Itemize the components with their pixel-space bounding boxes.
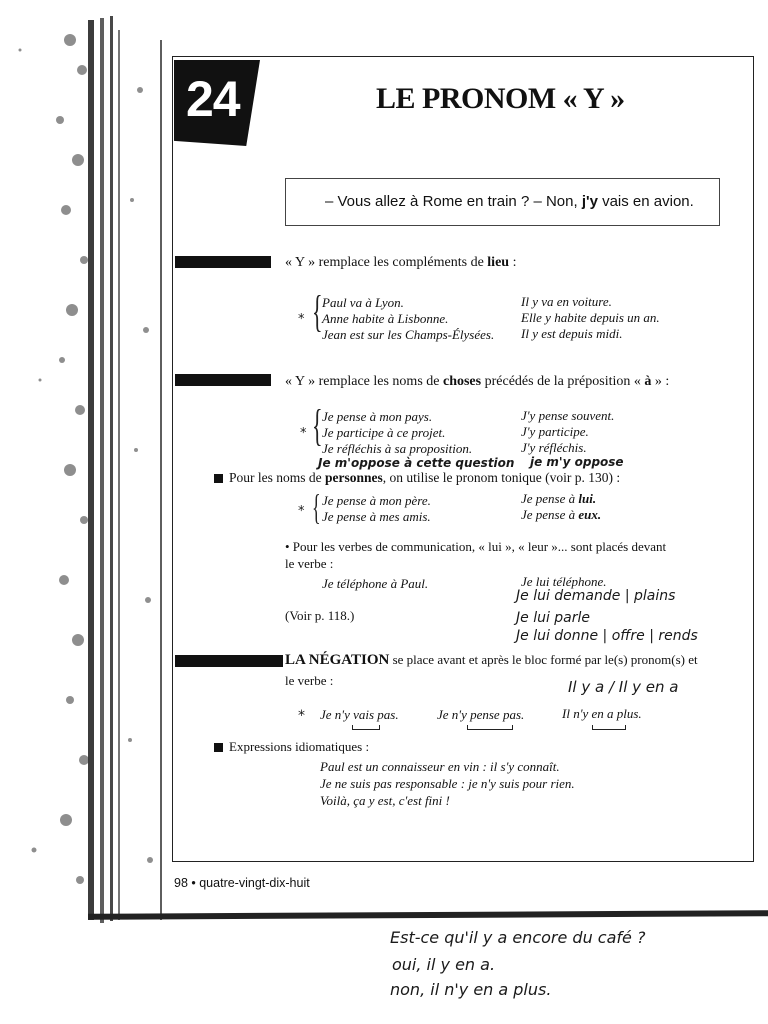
example-right: Je lui téléphone. (521, 574, 607, 589)
example-left: Jean est sur les Champs-Élysées. (322, 327, 495, 342)
pronoun-bracket (352, 725, 380, 730)
page-title: LE PRONOM « Y » (376, 82, 625, 115)
example-right: Il y est depuis midi. (521, 326, 623, 341)
section-bar (175, 374, 271, 386)
example-sentence: – Vous allez à Rome en train ? – Non, j'y vais en avion. (325, 193, 694, 210)
handwritten-note: Je lui parle (516, 610, 591, 626)
page-footer: 98 • quatre-vingt-dix-huit (174, 876, 310, 890)
persons-rule: Pour les noms de personnes, on utilise le pronom tonique (voir p. 130) : (229, 470, 621, 485)
section-heading-choses: « Y » remplace les noms de choses précédés de la préposition « à » : (285, 374, 670, 389)
example-right: J'y réfléchis. (521, 440, 587, 455)
example-left: Je pense à mes amis. (322, 509, 431, 524)
example-right: Elle y habite depuis un an. (521, 310, 660, 325)
asterisk-mark: * (298, 708, 305, 724)
example-left: Je pense à mon père. (322, 493, 431, 508)
handwritten-note: Il y a / Il y en a (568, 678, 679, 696)
example-right: J'y participe. (521, 424, 589, 439)
negation-example: Il n'y en a plus. (562, 706, 642, 721)
idiom-line: Voilà, ça y est, c'est fini ! (320, 793, 450, 808)
handwritten-note: Je m'oppose à cette question (318, 456, 515, 470)
negation-example: Je n'y vais pas. (320, 707, 399, 722)
handwritten-note: Est-ce qu'il y a encore du café ? (390, 928, 646, 947)
idioms-heading: Expressions idiomatiques : (229, 739, 370, 754)
negation-rule-end: le verbe : (285, 673, 334, 688)
brace: { (312, 487, 321, 527)
asterisk-mark: * (300, 426, 307, 441)
bullet-square (214, 474, 223, 483)
binder-bottom-edge (88, 910, 768, 920)
brace: { (312, 287, 323, 336)
example-left: Je participe à ce projet. (322, 425, 446, 440)
handwritten-note: non, il n'y en a plus. (390, 980, 552, 999)
handwritten-note: je m'y oppose (530, 455, 624, 469)
example-right: Il y va en voiture. (521, 294, 612, 309)
example-left: Je réfléchis à sa proposition. (322, 441, 473, 456)
communication-rule-end: le verbe : (285, 556, 334, 571)
communication-rule: • Pour les verbes de communication, « lui », « leur »... sont placés devant (285, 539, 667, 554)
handwritten-note: Je lui donne | offre | rends (516, 628, 698, 644)
pronoun-bracket (592, 725, 626, 730)
section-bar (175, 256, 271, 268)
idiom-line: Je ne suis pas responsable : je n'y suis pour rien. (320, 776, 575, 791)
handwritten-note: oui, il y en a. (392, 955, 496, 974)
pronoun-bracket (467, 725, 513, 730)
example-left: Anne habite à Lisbonne. (322, 311, 449, 326)
binder-edge (0, 0, 175, 940)
asterisk-mark: * (298, 312, 305, 327)
example-right: Je pense à eux. (521, 507, 602, 522)
example-left: Paul va à Lyon. (322, 295, 404, 310)
example-left: Je téléphone à Paul. (322, 576, 429, 591)
page-reference: (Voir p. 118.) (285, 608, 355, 623)
section-heading-lieu: « Y » remplace les compléments de lieu : (285, 255, 517, 270)
bullet-square (214, 743, 223, 752)
idiom-line: Paul est un connaisseur en vin : il s'y connaît. (320, 759, 560, 774)
handwritten-note: Je lui demande | plains (516, 588, 676, 604)
example-left: Je pense à mon pays. (322, 409, 433, 424)
chapter-number: 24 (186, 71, 240, 127)
brace: { (312, 401, 323, 450)
section-bar (175, 655, 283, 667)
negation-rule: LA NÉGATION se place avant et après le bloc formé par le(s) pronom(s) et (285, 652, 698, 668)
example-right: J'y pense souvent. (521, 408, 615, 423)
example-right: Je pense à lui. (521, 491, 597, 506)
asterisk-mark: * (298, 504, 305, 519)
negation-example: Je n'y pense pas. (437, 707, 525, 722)
